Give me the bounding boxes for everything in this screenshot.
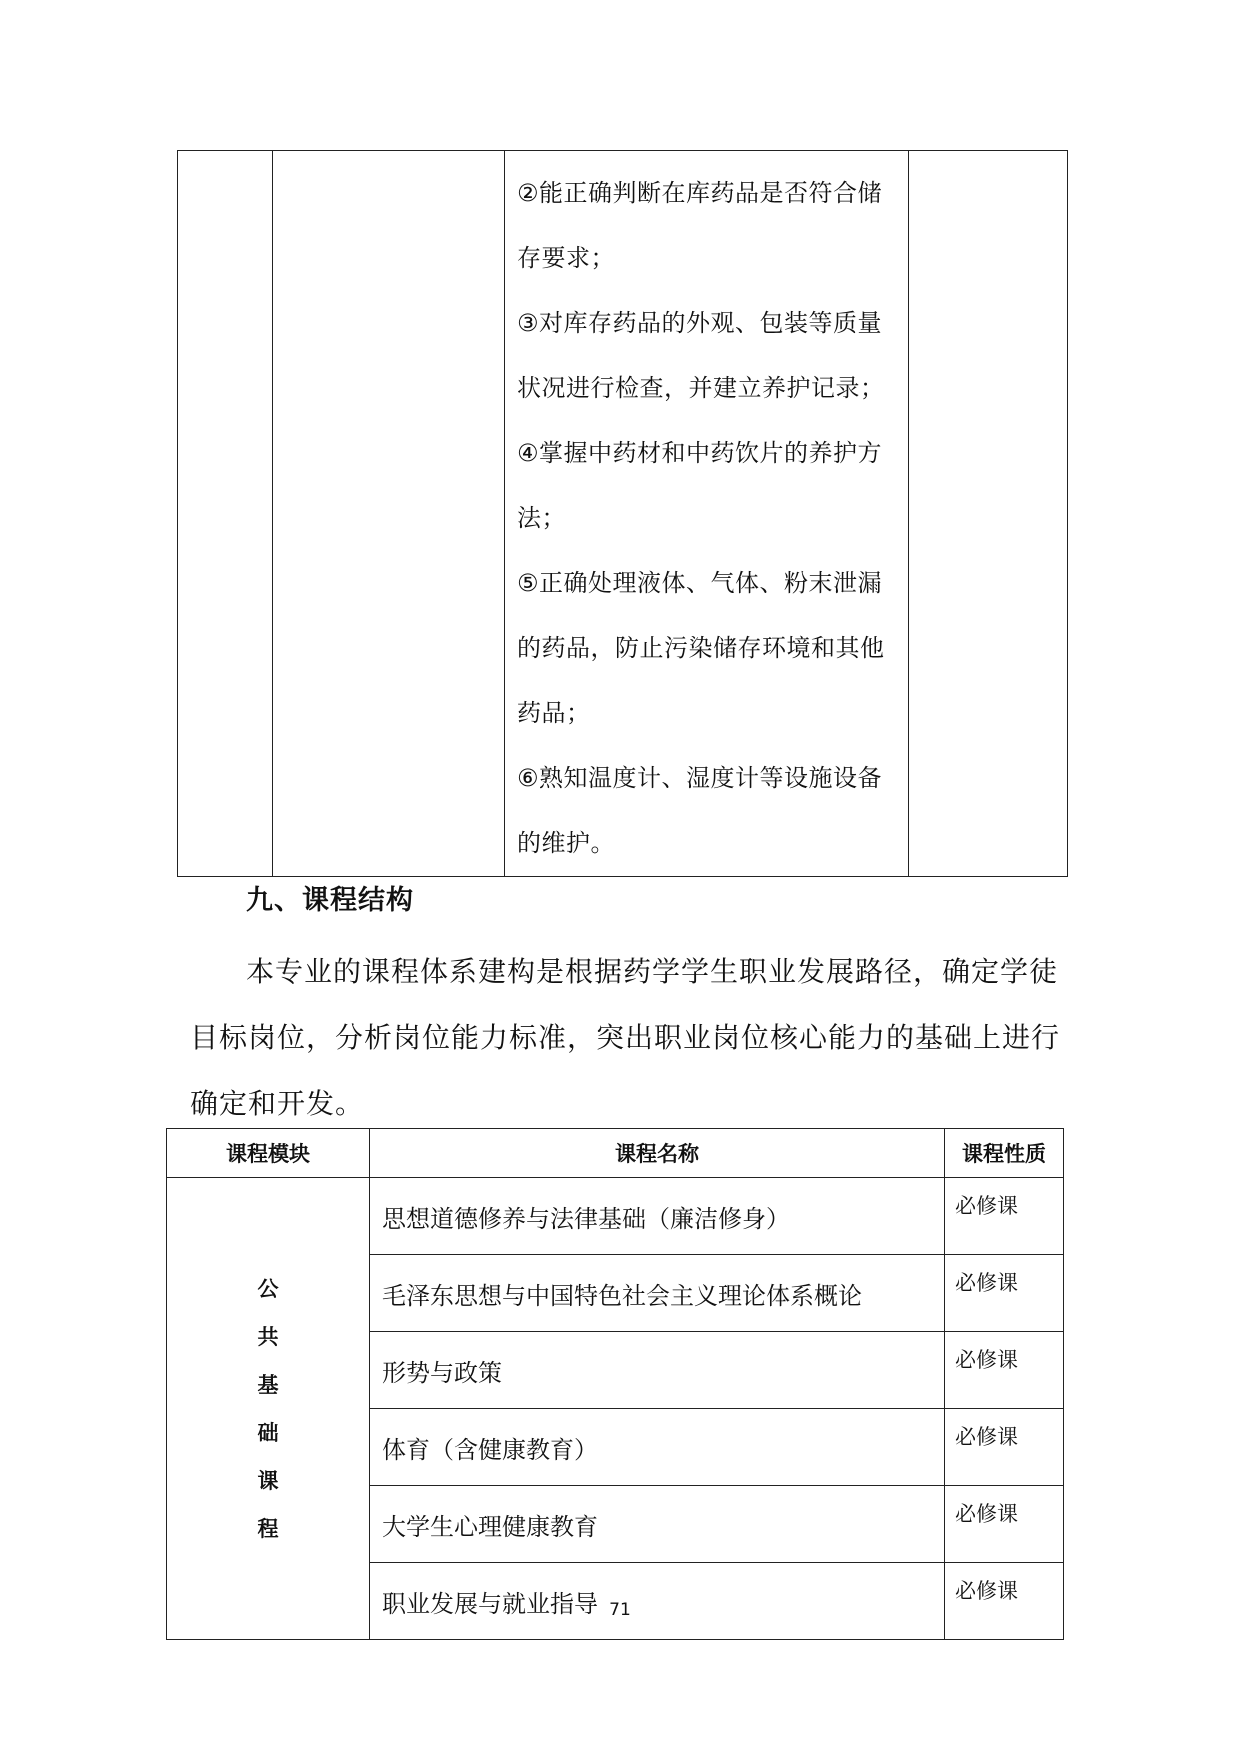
paragraph-line: 目标岗位，分析岗位能力标准，突出职业岗位核心能力的基础上进行 — [190, 1021, 1061, 1054]
table-cell-empty — [909, 151, 1068, 877]
requirement-line: 的药品，防止污染储存环境和其他 — [517, 634, 885, 662]
course-nature: 必修课 — [945, 1255, 1064, 1332]
course-name: 大学生心理健康教育 — [370, 1486, 945, 1563]
course-nature: 必修课 — [945, 1332, 1064, 1409]
requirement-line: ③对库存药品的外观、包装等质量 — [517, 309, 883, 337]
continuation-table — [177, 150, 1068, 877]
paragraph-line: 确定和开发。 — [190, 1087, 365, 1120]
module-char: 基 — [257, 1372, 279, 1397]
requirement-line: ⑥熟知温度计、湿度计等设施设备 — [517, 764, 883, 792]
requirement-line: ②能正确判断在库药品是否符合储 — [517, 179, 883, 207]
module-char: 公 — [257, 1276, 279, 1301]
course-name: 形势与政策 — [370, 1332, 945, 1409]
course-nature: 必修课 — [945, 1563, 1064, 1640]
module-char: 共 — [257, 1324, 279, 1349]
requirements-cell — [505, 151, 909, 877]
table-cell-empty — [273, 151, 505, 877]
course-name: 职业发展与就业指导 — [370, 1563, 945, 1640]
course-nature: 必修课 — [945, 1178, 1064, 1255]
table-row — [167, 1178, 1064, 1255]
requirement-line: 的维护。 — [517, 829, 615, 857]
requirement-line: ⑤正确处理液体、气体、粉末泄漏 — [517, 569, 883, 597]
course-nature: 必修课 — [945, 1409, 1064, 1486]
table-header-row — [167, 1129, 1064, 1178]
module-char: 础 — [257, 1420, 279, 1445]
header-course-name: 课程名称 — [370, 1129, 945, 1178]
requirement-line: 法； — [517, 504, 566, 532]
section-heading: 九、课程结构 — [246, 885, 414, 916]
course-structure-table — [166, 1128, 1064, 1640]
paragraph-line: 本专业的课程体系建构是根据药学学生职业发展路径，确定学徒 — [246, 955, 1059, 988]
table-row — [178, 151, 1068, 877]
course-nature: 必修课 — [945, 1486, 1064, 1563]
course-name: 毛泽东思想与中国特色社会主义理论体系概论 — [370, 1255, 945, 1332]
header-course-module: 课程模块 — [167, 1129, 370, 1178]
module-char: 课 — [257, 1468, 279, 1493]
module-char: 程 — [257, 1516, 279, 1541]
page-number: 71 — [609, 1600, 631, 1620]
requirement-line: 药品； — [517, 699, 591, 727]
course-name: 思想道德修养与法律基础（廉洁修身） — [370, 1178, 945, 1255]
table-cell-empty — [178, 151, 273, 877]
module-cell — [167, 1178, 370, 1640]
course-name: 体育（含健康教育） — [370, 1409, 945, 1486]
requirement-line: 状况进行检查，并建立养护记录； — [517, 374, 885, 402]
requirement-line: ④掌握中药材和中药饮片的养护方 — [517, 439, 883, 467]
header-course-nature: 课程性质 — [945, 1129, 1064, 1178]
requirement-line: 存要求； — [517, 244, 615, 272]
